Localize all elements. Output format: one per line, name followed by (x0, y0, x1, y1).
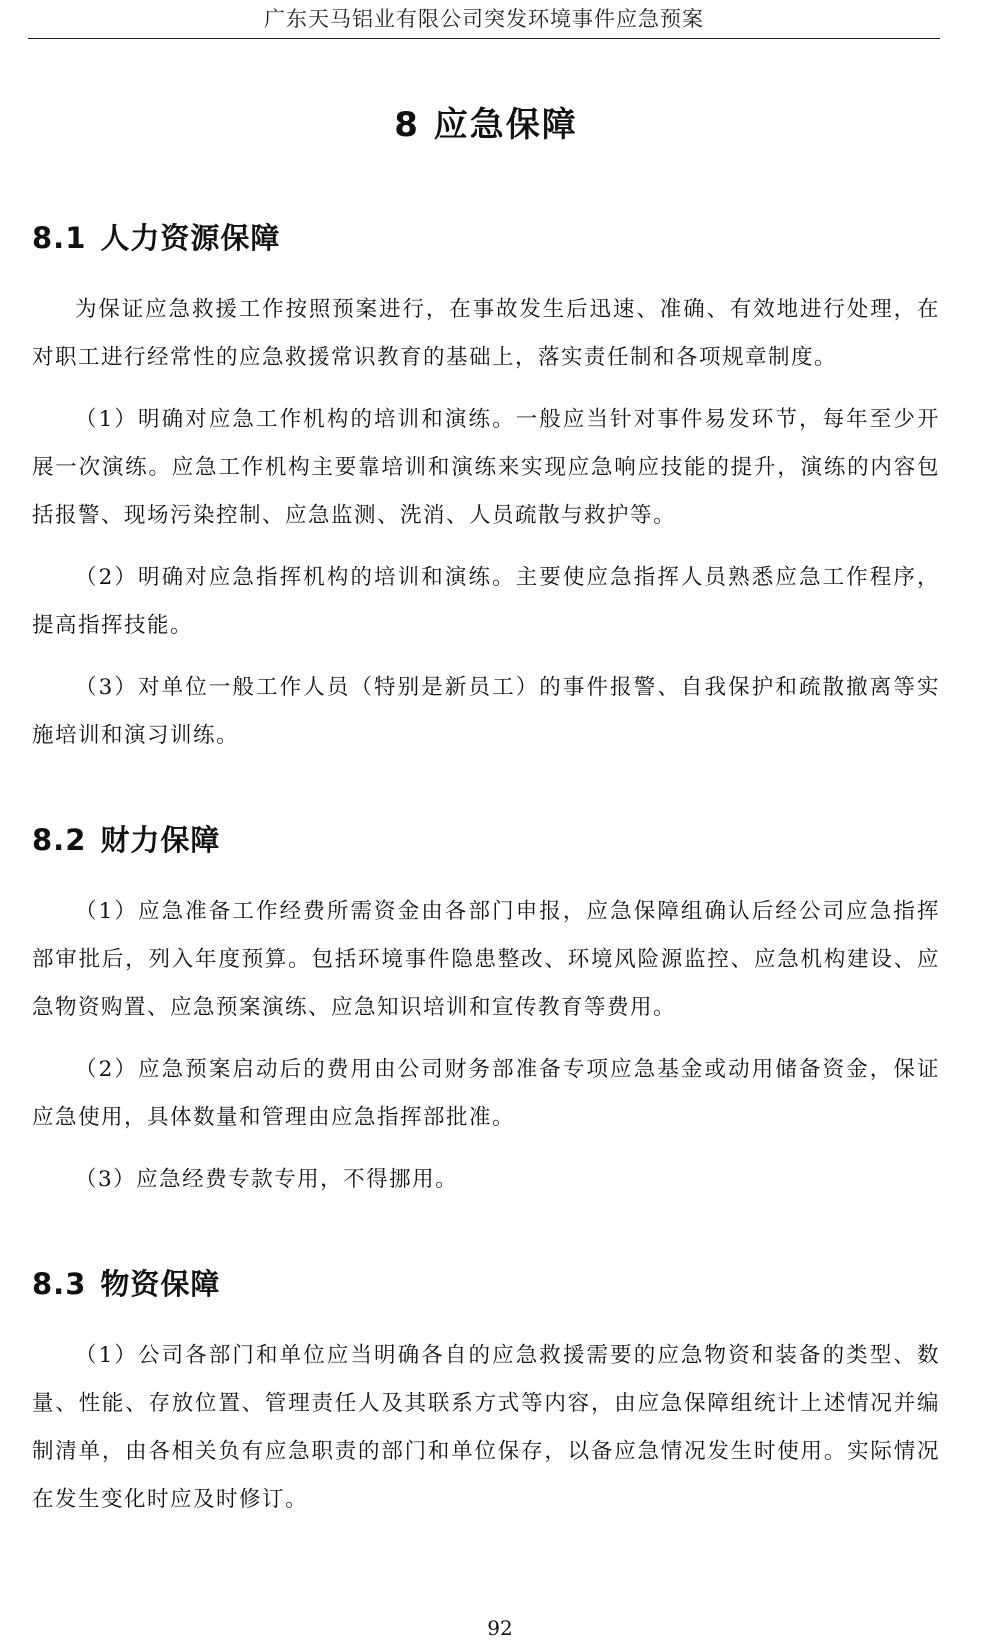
paragraph: （1）公司各部门和单位应当明确各自的应急救援需要的应急物资和装备的类型、数量、性能、存放位置、管理责任人及其联系方式等内容，由应急保障组统计上述情况并编制清单，由各相关负有应急职责的部门和单位保存，以备应急情况发生时使用。实际情况在发生变化时应及时修订。 (32, 1343, 940, 1512)
section-8-1 (32, 216, 940, 760)
section-title: 物资保障 (100, 1267, 221, 1301)
chapter-title: 8 应急保障 (394, 105, 578, 145)
section-number: 8.1 (32, 221, 87, 255)
section-8-2 (32, 818, 940, 1204)
section-heading (32, 216, 940, 260)
paragraph: （3）应急经费专款专用，不得挪用。 (75, 1167, 459, 1192)
page-number: 92 (487, 1616, 513, 1640)
section-heading (32, 1262, 940, 1306)
paragraph: （2）应急预案启动后的费用由公司财务部准备专项应急基金或动用储备资金，保证应急使用，具体数量和管理由应急指挥部批准。 (32, 1057, 940, 1130)
section-heading (32, 818, 940, 862)
paragraph: （1）应急准备工作经费所需资金由各部门申报，应急保障组确认后经公司应急指挥部审批后，列入年度预算。包括环境事件隐患整改、环境风险源监控、应急机构建设、应急物资购置、应急预案演练、应急知识培训和宣传教育等费用。 (32, 899, 940, 1020)
paragraph: 为保证应急救援工作按照预案进行，在事故发生后迅速、准确、有效地进行处理，在对职工进行经常性的应急救援常识教育的基础上，落实责任制和各项规章制度。 (32, 297, 940, 370)
section-title: 人力资源保障 (100, 221, 281, 255)
paragraph: （3）对单位一般工作人员（特别是新员工）的事件报警、自我保护和疏散撤离等实施培训和演习训练。 (32, 675, 940, 748)
page-header (28, 0, 940, 39)
paragraph: （1）明确对应急工作机构的培训和演练。一般应当针对事件易发环节，每年至少开展一次演练。应急工作机构主要靠培训和演练来实现应急响应技能的提升，演练的内容包括报警、现场污染控制、应急监测、洗消、人员疏散与救护等。 (32, 407, 940, 528)
section-8-3 (32, 1262, 940, 1524)
section-number: 8.2 (32, 823, 87, 857)
paragraph: （2）明确对应急指挥机构的培训和演练。主要使应急指挥人员熟悉应急工作程序，提高指挥技能。 (32, 565, 940, 638)
page-content (32, 40, 940, 1524)
section-title: 财力保障 (100, 823, 221, 857)
document-title: 广东天马铝业有限公司突发环境事件应急预案 (264, 7, 704, 31)
section-number: 8.3 (32, 1267, 87, 1301)
